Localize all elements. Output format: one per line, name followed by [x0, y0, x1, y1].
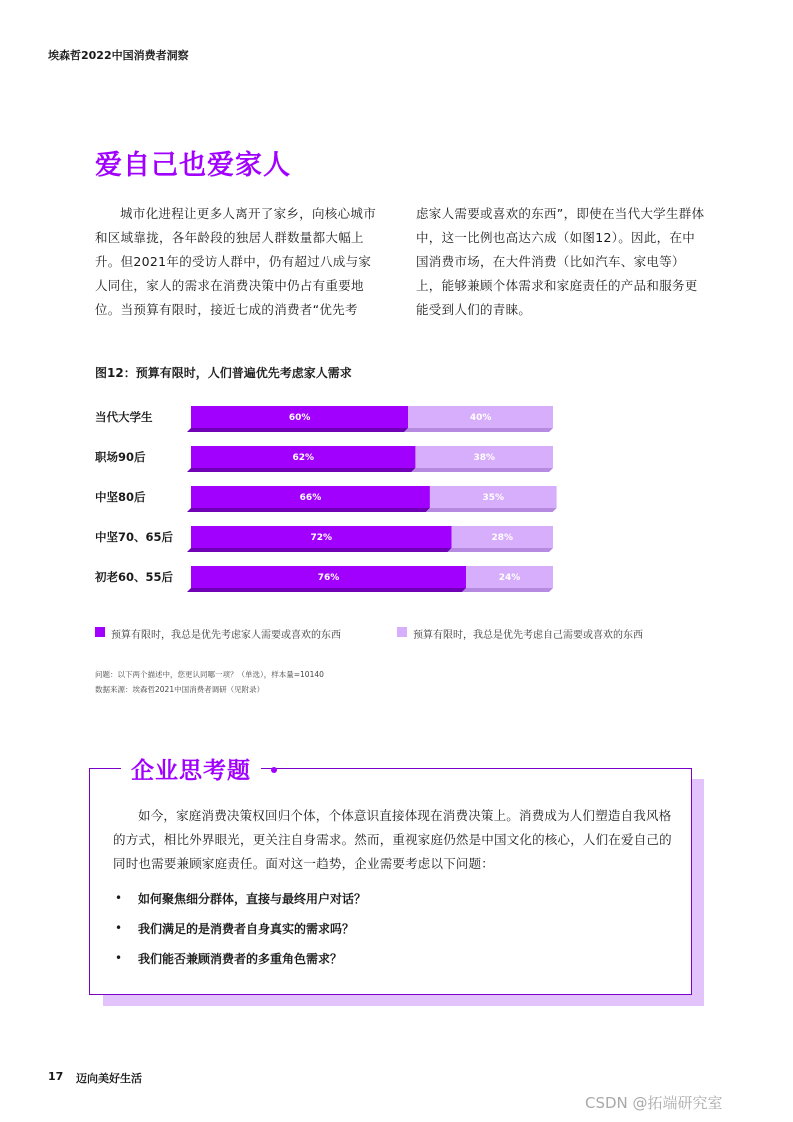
bullet-item: 我们能否兼顾消费者的多重角色需求？ — [138, 952, 343, 966]
body-paragraph-left: 城市化进程让更多人离开了家乡，向核心城市和区域靠拢，各年龄段的独居人群数量都大幅上升。但2021年的受访人群中，仍有超过八成与家人同住，家人的需求在消费决策中仍占有重要地位。当预算有限时，接近七成的消费者“优先考 — [95, 206, 377, 317]
footer-title: 迈向美好生活 — [76, 1072, 142, 1085]
legend-label-self: 预算有限时，我总是优先考虑自己需要或喜欢的东西 — [413, 630, 643, 641]
legend-swatch-self — [397, 627, 407, 637]
watermark: CSDN @拓端研究室 — [585, 1094, 723, 1112]
bullet-item: 如何聚焦细分群体，直接与最终用户对话？ — [138, 892, 367, 906]
row-label: 初老60、55后 — [95, 570, 174, 584]
bar-depth — [462, 588, 553, 592]
bar-value-label: 38% — [473, 453, 495, 463]
running-header: 埃森哲2022中国消费者洞察 — [48, 49, 189, 62]
bar-depth — [187, 468, 415, 472]
bar-depth — [411, 468, 553, 472]
page-number: 17 — [48, 1070, 64, 1083]
figure-title: 图12：预算有限时，人们普遍优先考虑家人需求 — [95, 366, 352, 380]
bullet-marker: • — [115, 921, 123, 935]
row-label: 中坚70、65后 — [95, 530, 174, 544]
body-paragraph-right: 虑家人需要或喜欢的东西”，即使在当代大学生群体中，这一比例也高达六成（如图12）。因此，在中国消费市场，在大件消费（比如汽车、家电等）上，能够兼顾个体需求和家庭责任的产品和服务更能受到人们的青睐。 — [416, 206, 705, 317]
legend-swatch-family — [95, 627, 105, 637]
stacked-bar-chart — [185, 398, 565, 598]
bar-depth — [448, 548, 553, 552]
bar-value-label: 66% — [299, 493, 322, 503]
bar-value-label: 40% — [469, 413, 492, 423]
bar-depth — [187, 548, 452, 552]
row-label: 中坚80后 — [95, 490, 146, 504]
bar-depth — [187, 588, 466, 592]
section-title: 爱自己也爱家人 — [95, 150, 291, 181]
bar-depth — [404, 428, 553, 432]
bar-value-label: 24% — [498, 573, 521, 583]
bar-value-label: 35% — [482, 493, 505, 503]
bullet-marker: • — [115, 951, 123, 965]
bar-value-label: 72% — [310, 533, 333, 543]
bar-depth — [187, 508, 430, 512]
callout-title: 企业思考题 — [121, 752, 261, 785]
bullet-item: 我们满足的是消费者自身真实的需求吗？ — [138, 922, 355, 936]
bar-value-label: 28% — [491, 533, 514, 543]
row-label: 当代大学生 — [95, 410, 153, 424]
bar-value-label: 76% — [317, 573, 340, 583]
callout-title-dot — [271, 767, 277, 773]
bar-depth — [187, 428, 408, 432]
bar-depth — [426, 508, 557, 512]
bullet-marker: • — [115, 891, 123, 905]
bar-value-label: 62% — [292, 453, 314, 463]
row-label: 职场90后 — [95, 450, 146, 464]
survey-question-note: 问题：以下两个描述中，您更认同哪一项？（单选），样本量=10140 — [95, 670, 324, 679]
bar-value-label: 60% — [288, 413, 311, 423]
callout-paragraph: 如今，家庭消费决策权回归个体，个体意识直接体现在消费决策上。消费成为人们塑造自我风格的方式，相比外界眼光，更关注自身需求。然而，重视家庭仍然是中国文化的核心，人们在爱自己的同时也需要兼顾家庭责任。面对这一趋势，企业需要考虑以下问题： — [113, 808, 672, 871]
legend-label-family: 预算有限时，我总是优先考虑家人需要或喜欢的东西 — [111, 630, 341, 641]
data-source-note: 数据来源：埃森哲2021中国消费者调研（见附录） — [95, 685, 265, 694]
